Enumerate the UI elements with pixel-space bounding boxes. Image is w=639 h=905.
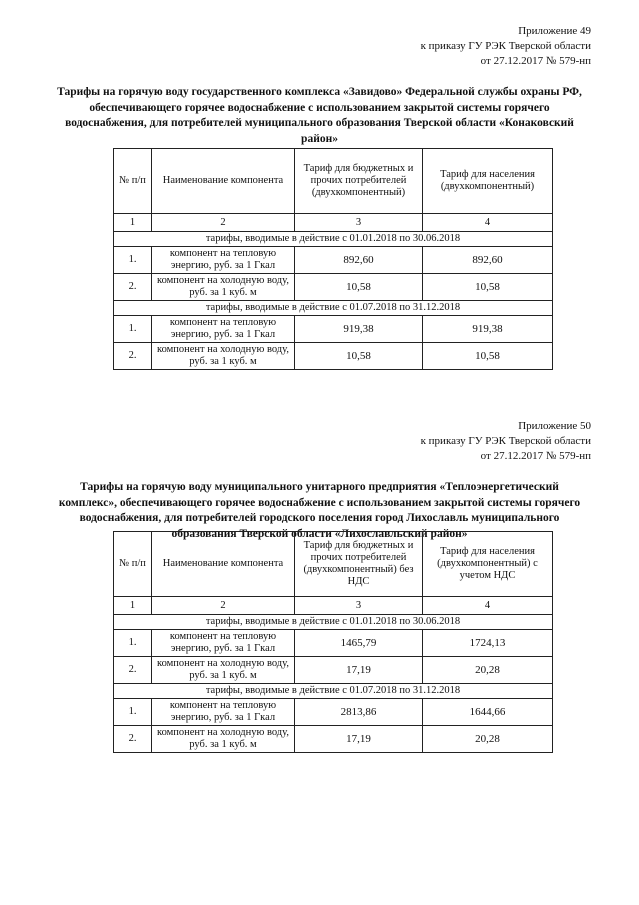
population-tariff-value: 919,38 xyxy=(423,316,553,343)
annex-date: от 27.12.2017 № 579-нп xyxy=(480,450,591,462)
period-row xyxy=(114,301,553,316)
period-row xyxy=(114,615,553,630)
table-row xyxy=(114,316,553,343)
column-number: 3 xyxy=(295,597,423,615)
budget-tariff-value: 10,58 xyxy=(295,274,423,301)
row-number: 2. xyxy=(114,274,152,301)
column-number: 3 xyxy=(295,214,423,232)
row-number: 1. xyxy=(114,316,152,343)
table-row xyxy=(114,274,553,301)
header-number: № п/п xyxy=(114,532,152,597)
budget-tariff-value: 17,19 xyxy=(295,657,423,684)
period-label: тарифы, вводимые в действие с 01.07.2018 по 31.12.2018 xyxy=(114,301,553,316)
column-number: 4 xyxy=(423,214,553,232)
row-number: 2. xyxy=(114,343,152,370)
component-name: компонент на холодную воду, руб. за 1 куб. м xyxy=(152,657,295,684)
table-row xyxy=(114,699,553,726)
component-name: компонент на тепловую энергию, руб. за 1 Гкал xyxy=(152,247,295,274)
annex-date: от 27.12.2017 № 579-нп xyxy=(480,55,591,67)
population-tariff-value: 20,28 xyxy=(423,726,553,753)
annex-49-section xyxy=(0,24,639,367)
table-header-row xyxy=(114,149,553,214)
component-name: компонент на тепловую энергию, руб. за 1 Гкал xyxy=(152,630,295,657)
period-label: тарифы, вводимые в действие с 01.07.2018 по 31.12.2018 xyxy=(114,684,553,699)
column-number: 1 xyxy=(114,214,152,232)
header-component: Наименование компонента xyxy=(152,532,295,597)
component-name: компонент на холодную воду, руб. за 1 куб. м xyxy=(152,726,295,753)
row-number: 2. xyxy=(114,726,152,753)
column-number: 2 xyxy=(152,597,295,615)
annex-header xyxy=(0,419,639,464)
component-name: компонент на холодную воду, руб. за 1 куб. м xyxy=(152,274,295,301)
column-number-row xyxy=(114,214,553,232)
period-row xyxy=(114,684,553,699)
component-name: компонент на тепловую энергию, руб. за 1 Гкал xyxy=(152,316,295,343)
population-tariff-value: 1644,66 xyxy=(423,699,553,726)
header-number: № п/п xyxy=(114,149,152,214)
header-population-tariff: Тариф для населения (двухкомпонентный) xyxy=(423,149,553,214)
budget-tariff-value: 1465,79 xyxy=(295,630,423,657)
component-name: компонент на холодную воду, руб. за 1 куб. м xyxy=(152,343,295,370)
tariff-table xyxy=(113,148,553,370)
annex-title: Приложение 49 xyxy=(518,25,591,37)
row-number: 1. xyxy=(114,699,152,726)
table-row xyxy=(114,657,553,684)
row-number: 1. xyxy=(114,247,152,274)
annex-header xyxy=(0,24,639,69)
budget-tariff-value: 10,58 xyxy=(295,343,423,370)
period-label: тарифы, вводимые в действие с 01.01.2018 по 30.06.2018 xyxy=(114,615,553,630)
table-row xyxy=(114,726,553,753)
annex-50-section xyxy=(0,419,639,750)
column-number: 2 xyxy=(152,214,295,232)
document-title: Тарифы на горячую воду государственного комплекса «Завидово» Федеральной службы охраны РФ, обеспечивающего горячее водоснабжение с использованием закрытой системы горячего водоснабжения, для потребителей муниципального образования Тверской области «Конаковский район» xyxy=(57,86,582,145)
budget-tariff-value: 2813,86 xyxy=(295,699,423,726)
table-row xyxy=(114,247,553,274)
table-row xyxy=(114,630,553,657)
column-number: 1 xyxy=(114,597,152,615)
population-tariff-value: 10,58 xyxy=(423,343,553,370)
header-budget-tariff: Тариф для бюджетных и прочих потребителей (двухкомпонентный) без НДС xyxy=(295,532,423,597)
budget-tariff-value: 919,38 xyxy=(295,316,423,343)
tariff-table xyxy=(113,531,553,753)
population-tariff-value: 20,28 xyxy=(423,657,553,684)
component-name: компонент на тепловую энергию, руб. за 1 Гкал xyxy=(152,699,295,726)
header-component: Наименование компонента xyxy=(152,149,295,214)
population-tariff-value: 1724,13 xyxy=(423,630,553,657)
period-row xyxy=(114,232,553,247)
period-label: тарифы, вводимые в действие с 01.01.2018 по 30.06.2018 xyxy=(114,232,553,247)
table-header-row xyxy=(114,532,553,597)
header-budget-tariff: Тариф для бюджетных и прочих потребителей (двухкомпонентный) xyxy=(295,149,423,214)
document-title: Тарифы на горячую воду муниципального унитарного предприятия «Теплоэнергетический комплекс», обеспечивающего горячее водоснабжение с использованием закрытой системы горячего водоснабжения, для потребителей городского поселения город Лихославль муниципального образования Тверской области «Лихославльский район» xyxy=(58,481,581,540)
column-number: 4 xyxy=(423,597,553,615)
annex-title: Приложение 50 xyxy=(518,420,591,432)
annex-order: к приказу ГУ РЭК Тверской области xyxy=(420,435,591,447)
budget-tariff-value: 17,19 xyxy=(295,726,423,753)
table-row xyxy=(114,343,553,370)
header-population-tariff: Тариф для населения (двухкомпонентный) с учетом НДС xyxy=(423,532,553,597)
budget-tariff-value: 892,60 xyxy=(295,247,423,274)
row-number: 2. xyxy=(114,657,152,684)
annex-order: к приказу ГУ РЭК Тверской области xyxy=(420,40,591,52)
row-number: 1. xyxy=(114,630,152,657)
population-tariff-value: 892,60 xyxy=(423,247,553,274)
population-tariff-value: 10,58 xyxy=(423,274,553,301)
column-number-row xyxy=(114,597,553,615)
